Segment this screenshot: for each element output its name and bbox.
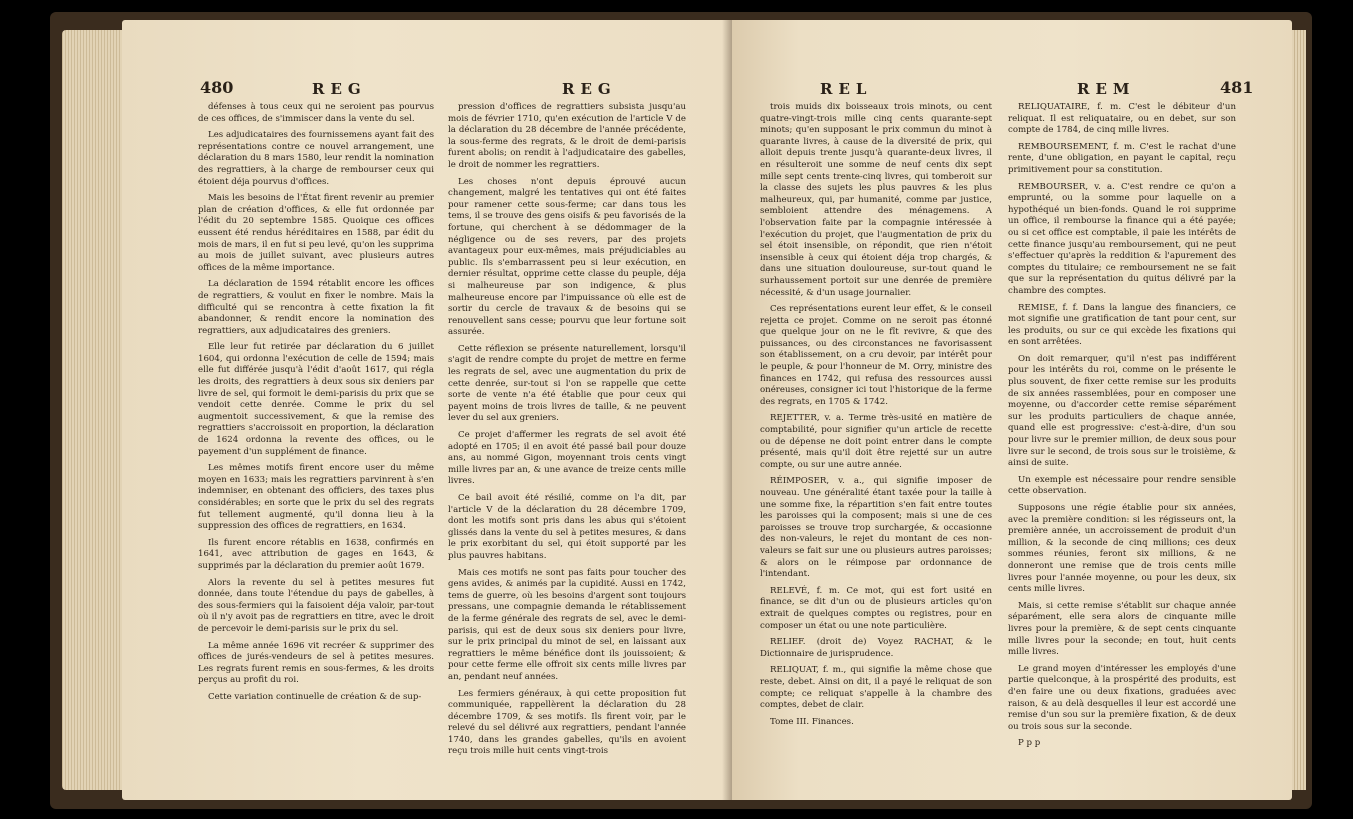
paragraph: Tome III. Finances. <box>770 716 854 727</box>
paragraph: Les mêmes motifs firent encore user du même moyen en 1633; mais les regrattiers parvinrent à s'en indemniser, en obtenant des officiers, des taxes plus considérables; en sorte que le prix du sel des regrats fut tellement augmenté, qu'il donna lieu à la suppression des offices de regrattiers, en 1634. <box>198 463 434 532</box>
left-column-2 <box>448 102 686 763</box>
left-page <box>122 20 732 800</box>
right-column-2 <box>1008 102 1236 755</box>
right-column-1 <box>760 102 992 733</box>
right-page <box>732 20 1292 800</box>
paragraph: Elle leur fut retirée par déclaration du 6 juillet 1604, qui ordonna l'exécution de celle de 1594; mais elle fut différée jusqu'à l'édit d'août 1617, qui régla les droits, des regrattiers à deux sous six deniers par livre de sel, qui formoit le demi-parisis du prix que se vendoit cette denrée. Comme le prix du sel augmentoit successivement, & que la remise des regrattiers s'accroissoit en proportion, la déclaration de 1624 ordonna la revente des offices, ou le payement d'un supplément de finance. <box>198 342 434 457</box>
paragraph: REMBOURSEMENT, f. m. C'est le rachat d'une rente, d'une obligation, en payant le capital, reçu primitivement pour sa constitution. <box>1008 141 1236 175</box>
paragraph: Ce projet d'affermer les regrats de sel avoit été adopté en 1705; il en avoit été passé bail pour douze ans, au nommé Gigon, moyennant trois cents vingt mille livres par an, & une avance de treize cents mille livres. <box>448 430 686 487</box>
paragraph: REJETTER, v. a. Terme très-usité en matière de comptabilité, pour signifier qu'un article de recette ou de dépense ne doit point entrer dans le compte présenté, mais qu'il doit être rejetté sur un autre compte, ou sur une autre année. <box>760 413 992 470</box>
right-header-left: REL <box>820 80 873 98</box>
paragraph: Alors la revente du sel à petites mesures fut donnée, dans toute l'étendue du pays de gabelles, à des sous-fermiers qui la faisoient déja valoir, par-tout où il n'y avoit pas de regrattiers en titre, avec le droit de percevoir le demi-parisis sur le prix du sel. <box>198 577 434 634</box>
paragraph: Cette réflexion se présente naturellement, lorsqu'il s'agit de rendre compte du projet de mettre en ferme les regrats de sel, avec une augmentation du prix de cette denrée, sur-tout si l'on se rappelle que cette sorte de vente n'a été établie que pour ceux qui payent moins de trois livres de taille, & ne peuvent lever du sel aux greniers. <box>448 343 686 424</box>
paragraph: Mais, si cette remise s'établit sur chaque année séparément, elle sera alors de cinquante mille livres pour la première, & de sept cents cinquante mille livres pour la seconde; en tout, huit cents mille livres. <box>1008 600 1236 658</box>
open-book <box>50 12 1312 809</box>
left-header-right: REG <box>562 80 617 98</box>
paragraph: REMBOURSER, v. a. C'est rendre ce qu'on a emprunté, ou la somme pour laquelle on a hypothéqué un bien-fonds. Quand le roi supprime un office, il rembourse la finance qui a été payée; ou si cet office est comptable, il paie les intérêts de cette finance jusqu'au remboursement, qui ne peut s'effectuer qu'après la reddition & l'apurement des comptes du titulaire; ce remboursement ne se fait que sur la représentation du quitus délivré par la chambre des comptes. <box>1008 181 1236 296</box>
paragraph: Ce bail avoit été résilié, comme on l'a dit, par l'article V de la déclaration du 28 décembre 1709, dont les motifs sont pris dans les abus qui s'étoient glissés dans la vente du sel à petites mesures, & dans le prix exorbitant du sel, qui étoit supporté par les plus pauvres habitans. <box>448 493 686 561</box>
paragraph: Supposons une régie établie pour six années, avec la première condition: si les régisseurs ont, la première année, un accroissement de produit d'un million, & la seconde de cinq millions; ces deux sommes réunies, feront six millions, & ne donneront une remise que de trois cents mille livres pour l'année moyenne, ou pour les deux, six cents mille livres. <box>1008 503 1236 595</box>
paragraph: Les fermiers généraux, à qui cette proposition fut communiquée, rappellèrent la déclaration du 28 décembre 1709, & ses motifs. Ils firent voir, par le relevé du sel délivré aux regrattiers, pendant l'année 1740, dans les grandes gabelles, qu'ils en avoient reçu trois mille huit cents vingt-trois <box>448 688 686 757</box>
paragraph: La même année 1696 vit recréer & supprimer des offices de jurés-vendeurs de sel à petites mesures. Les regrats furent remis en sous-fermes, & les droits perçus au profit du roi. <box>198 640 434 686</box>
page-edges-left <box>62 30 122 790</box>
paragraph: Un exemple est nécessaire pour rendre sensible cette observation. <box>1008 474 1236 497</box>
paragraph: RELEVÉ, f. m. Ce mot, qui est fort usité en finance, se dit d'un ou de plusieurs articles qu'on extrait de quelques comptes ou registres, pour en composer un état ou une note particulière. <box>760 585 992 631</box>
paragraph: Les adjudicataires des fournissemens ayant fait des représentations contre ce nouvel arrangement, une déclaration du 8 mars 1580, leur rendit la nomination des regrattiers, à la charge de rembourser ceux qui étoient déja pourvus d'offices. <box>198 130 434 187</box>
right-page-number: 481 <box>1220 78 1254 97</box>
paragraph: Mais les besoins de l'État firent revenir au premier plan de création d'offices, & elle fut ordonnée par l'édit du 20 septembre 1585. Quoique ces offices eussent été rendus héréditaires en 1588, par édit du mois de mars, il en fut si peu levé, qu'on les supprima au mois de juillet suivant, avec plusieurs autres offices de la même importance. <box>198 193 434 273</box>
paragraph: Ces représentations eurent leur effet, & le conseil rejetta ce projet. Comme on ne seroit pas étonné que quelque jour on ne le fît revivre, & que des puissances, ou des circonstances ne favorisassent son établissement, on a cru devoir, par intérêt pour le peuple, & pour l'honneur de M. Orry, ministre des finances en 1742, qui refusa des ressources aussi onéreuses, consigner ici tout l'historique de la ferme des regrats, en 1705 & 1742. <box>760 304 992 407</box>
paragraph: trois muids dix boisseaux trois minots, ou cent quatre-vingt-trois mille cinq cents quarante-sept minots; qu'en supposant le prix commun du minot à quarante livres, à cause de la diversité de prix, qui alloit depuis trente jusqu'à quarante-deux livres, il en résulteroit une somme de neuf cents dix sept mille sept cents trente-cinq livres, qui tomberoit sur la classe des sujets les plus pauvres & les plus malheureux, qui, par humanité, comme par justice, sembloient attendre des ménagemens. A l'observation faite par la compagnie intéressée à l'exécution du projet, que l'augmentation de prix du sel étoit insensible, on répondit, que rien n'étoit insensible à ceux qui étoient déja trop chargés, & dans une situation douloureuse, sur-tout quand le surhaussement portoit sur une denrée de première nécessité, & d'un usage journalier. <box>760 102 992 298</box>
left-column-1 <box>198 102 434 709</box>
left-page-number: 480 <box>200 78 234 97</box>
paragraph: REMISE, f. f. Dans la langue des financiers, ce mot signifie une gratification de tant pour cent, sur les produits, ou sur ce qui excède les fixations qui en sont arrêtées. <box>1008 302 1236 348</box>
paragraph: RELIQUATAIRE, f. m. C'est le débiteur d'un reliquat. Il est reliquataire, ou en debet, sur son compte de 1784, de cinq mille livres. <box>1008 102 1236 136</box>
paragraph: Les choses n'ont depuis éprouvé aucun changement, malgré les tentatives qui ont été faites pour ramener cette sous-ferme; car dans tous les tems, il se trouve des gens oisifs & peu favorisés de la fortune, qui cherchent à se dédommager de la négligence ou de ses revers, par des projets avantageux pour eux-mêmes, mais préjudiciables au public. Ils s'embarrassent peu si leur exécution, en dernier résultat, opprime cette classe du peuple, déja si malheureuse par son indigence, & plus malheureuse encore par l'impuissance où elle est de sortir du cercle de travaux & de besoins qui se renouvellent sans cesse; pourvu que leur fortune soit assurée. <box>448 176 686 338</box>
paragraph: Cette variation continuelle de création & de sup- <box>208 691 422 702</box>
paragraph: Le grand moyen d'intéresser les employés d'une partie quelconque, à la prospérité des produits, est d'en faire une ou deux fixations, graduées avec raison, & au delà desquelles il leur est accordé une remise d'un sou sur la première fixation, & de deux ou trois sous sur la seconde. <box>1008 663 1236 732</box>
paragraph: Mais ces motifs ne sont pas faits pour toucher des gens avides, & animés par la cupidité. Aussi en 1742, tems de guerre, où les besoins d'argent sont toujours pressans, une compagnie demanda le rétablissement de la ferme générale des regrats de sel, avec le demi-parisis, qui est de deux sous six deniers pour livre, sur le prix principal du minot de sel, en laissant aux regrattiers le même bénéfice dont ils jouissoient; & pour cette ferme elle offroit six cents mille livres par an, pendant neuf années. <box>448 567 686 682</box>
paragraph: RELIQUAT, f. m., qui signifie la même chose que reste, debet. Ainsi on dit, il a payé le reliquat de son compte; ce reliquat s'appelle à la chambre des comptes, debet de clair. <box>760 665 992 711</box>
paragraph: Ils furent encore rétablis en 1638, confirmés en 1641, avec attribution de gages en 1643, & supprimés par la déclaration du premier août 1679. <box>198 537 434 571</box>
paragraph: défenses à tous ceux qui ne seroient pas pourvus de ces offices, de s'immiscer dans la vente du sel. <box>198 102 434 124</box>
paragraph: La déclaration de 1594 rétablit encore les offices de regrattiers, & voulut en fixer le nombre. Mais la difficulté qui se rencontra à cette fixation la fit abandonner, & rendit encore la nomination des regrattiers, aux adjudicataires des greniers. <box>198 279 434 336</box>
page-edges-right <box>1292 30 1306 790</box>
paragraph: RÉIMPOSER, v. a., qui signifie imposer de nouveau. Une généralité étant taxée pour la taille à une somme fixe, la répartition s'en fait entre toutes les paroisses qui la composent; mais si une de ces paroisses se trouve trop surchargée, & occasionne des non-valeurs, le rejet du montant de ces non-valeurs se fait sur une ou plusieurs autres paroisses; & alors on le réimpose par ordonnance de l'intendant. <box>760 476 992 580</box>
paragraph: RELIEF. (droit de) Voyez RACHAT, & le Dictionnaire de jurisprudence. <box>760 637 992 659</box>
paragraph: P p p <box>1018 738 1041 749</box>
left-header-left: REG <box>312 80 367 98</box>
right-header-right: REM <box>1077 80 1136 98</box>
paragraph: On doit remarquer, qu'il n'est pas indifférent pour les intérêts du roi, comme on le présente le plus souvent, de fixer cette remise sur les produits de six années rassemblées, pour en composer une moyenne, ou d'accorder cette remise séparément sur les produits particuliers de chaque année, quand elle est progressive: c'est-à-dire, d'un sou pour livre sur le premier million, de deux sous pour livre sur le second, de trois sous sur le troisième, & ainsi de suite. <box>1008 353 1236 469</box>
paragraph: pression d'offices de regrattiers subsista jusqu'au mois de février 1710, qu'en exécution de l'article V de la déclaration du 28 décembre de l'année précédente, la sous-ferme des regrats, & le droit de demi-parisis furent abolis; on rendit à l'adjudicataire des gabelles, le droit de nommer les regrattiers. <box>448 102 686 170</box>
